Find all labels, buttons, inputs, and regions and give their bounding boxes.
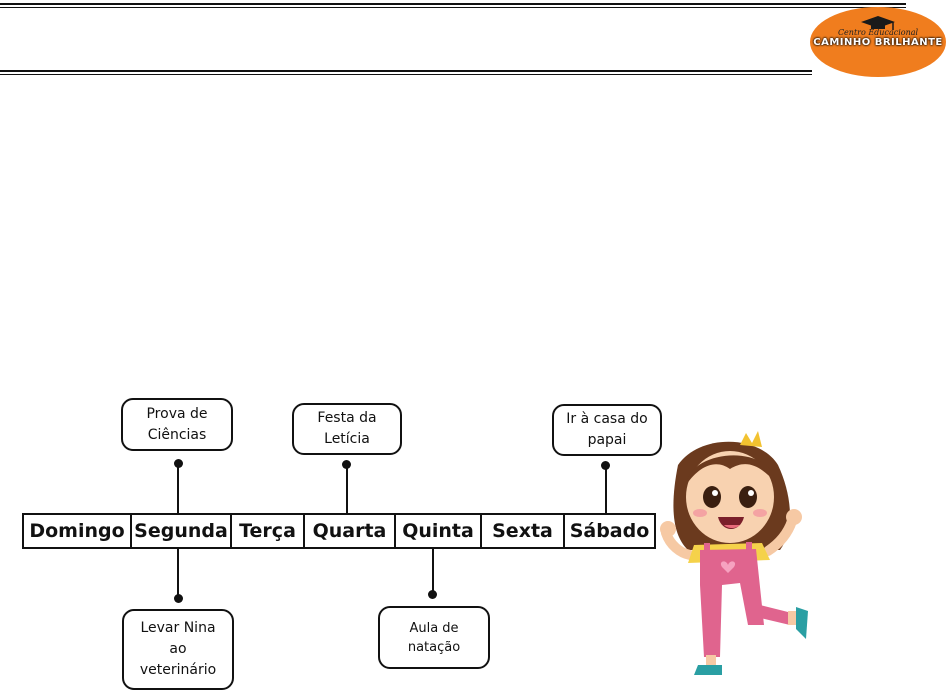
connector-dot [428, 590, 437, 599]
day-sabado: Sábado [569, 520, 650, 542]
event-note-quarta-top: Festa da Letícia [292, 403, 402, 455]
connector-line [346, 464, 348, 513]
connector-line [432, 549, 434, 594]
connector-line [605, 465, 607, 513]
event-note-sabado-top: Ir à casa do papai [552, 404, 662, 456]
connector-line [177, 463, 179, 513]
logo-name: CAMINHO BRILHANTE [813, 37, 943, 48]
day-quinta: Quinta [396, 515, 482, 547]
connector-dot [174, 594, 183, 603]
header-top-rule-thin [0, 7, 906, 8]
day-segunda: Segunda [132, 515, 232, 547]
event-note-segunda-bottom: Levar Nina ao veterinário [122, 609, 234, 690]
header-bottom-rule [0, 70, 812, 72]
event-note-quinta-bottom: Aula de natação [378, 606, 490, 669]
day-domingo: Domingo [24, 515, 132, 547]
header-top-rule [0, 3, 906, 5]
connector-line [177, 549, 179, 597]
logo-script-text: Centro Educacional [837, 28, 919, 37]
weekday-timeline [22, 513, 656, 549]
day-sexta: Sexta [482, 515, 565, 547]
day-terca: Terça [232, 515, 305, 547]
girl-illustration [660, 425, 820, 687]
day-quarta: Quarta [305, 515, 396, 547]
school-logo [809, 6, 947, 78]
header-bottom-rule-thin [0, 74, 812, 75]
event-note-segunda-top: Prova de Ciências [121, 398, 233, 451]
